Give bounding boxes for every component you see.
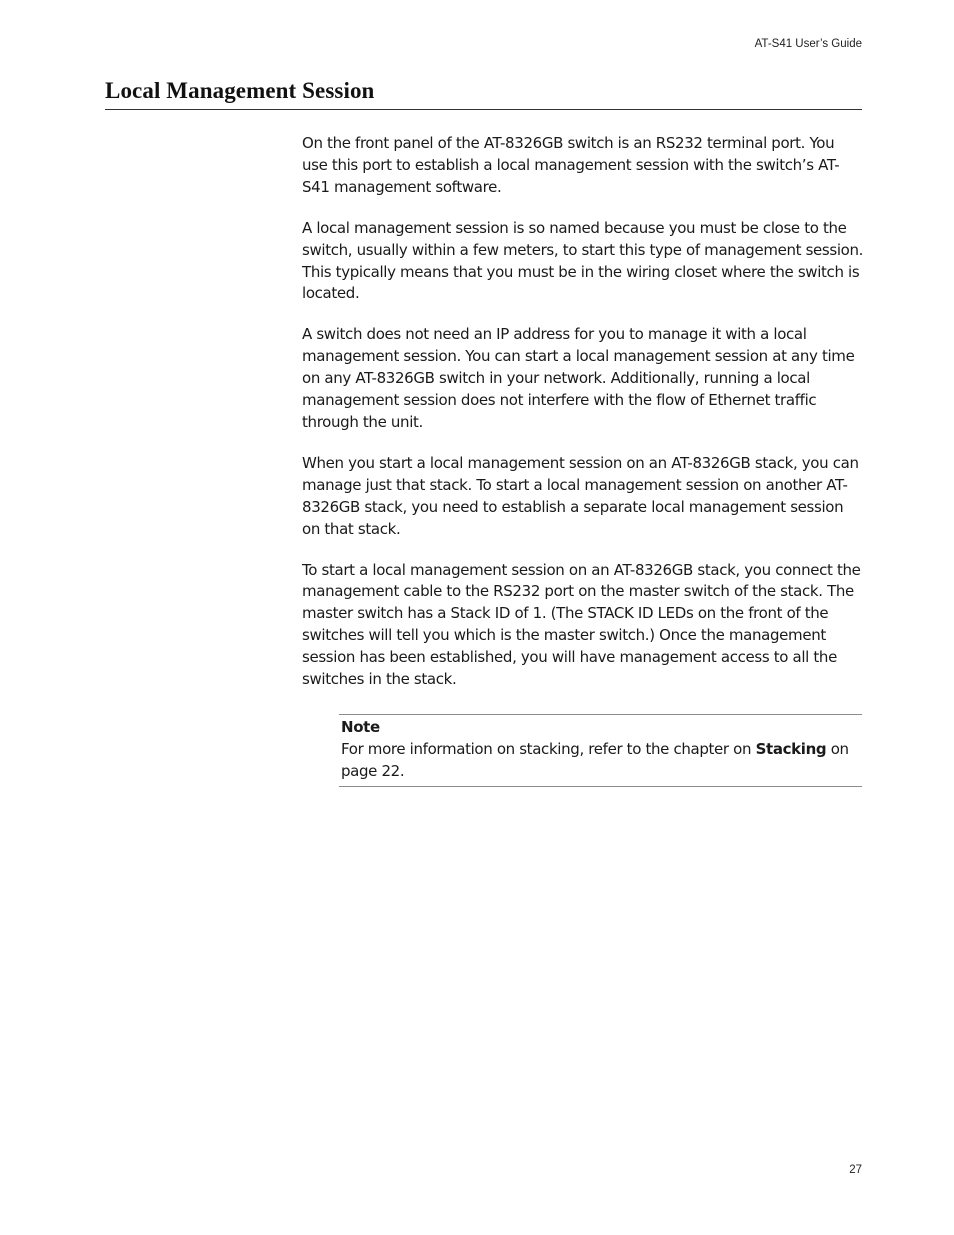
paragraph-master-switch: To start a local management session on an AT-8326GB stack, you connect the management cable to the RS232 port on the master switch of the stack. The master switch has a Stack ID of 1. (The STACK ID LEDs on the front of the switches will tell you which is the master switch.) Once the management session has been established, you will have management access to all the switches in the stack.	[302, 560, 861, 689]
running-header: AT-S41 User’s Guide	[754, 38, 862, 50]
page-number: 27	[849, 1164, 862, 1176]
paragraph-local-definition: A local management session is so named because you must be close to the switch, usually within a few meters, to start this type of management session. This typically means that you must be in the wiring closet where the switch is located.	[302, 218, 864, 303]
paragraph-rs232-port: On the front panel of the AT-8326GB switch is an RS232 terminal port. You use this port to establish a local management session with the switch’s AT-S41 management software.	[302, 134, 840, 196]
note-label: Note	[341, 718, 380, 736]
note-reference-stacking: Stacking	[755, 740, 827, 758]
section-title: Local Management Session	[105, 78, 375, 103]
title-rule	[105, 109, 862, 110]
note-text-before: For more information on stacking, refer to the chapter on	[341, 740, 756, 758]
body-text	[302, 133, 864, 710]
paragraph-stack-scope: When you start a local management session on an AT-8326GB stack, you can manage just that stack. To start a local management session on another AT-8326GB stack, you need to establish a separate local management session on that stack.	[302, 453, 859, 538]
paragraph-no-ip-needed: A switch does not need an IP address for you to manage it with a local management session. You can start a local management session at any time on any AT-8326GB switch in your network. Additionally, running a local management session does not interfere with the flow of Ethernet traffic through the unit.	[302, 325, 855, 431]
note-text	[341, 738, 862, 782]
note-box	[339, 714, 862, 787]
note-text-after: on page 22.	[341, 740, 849, 780]
